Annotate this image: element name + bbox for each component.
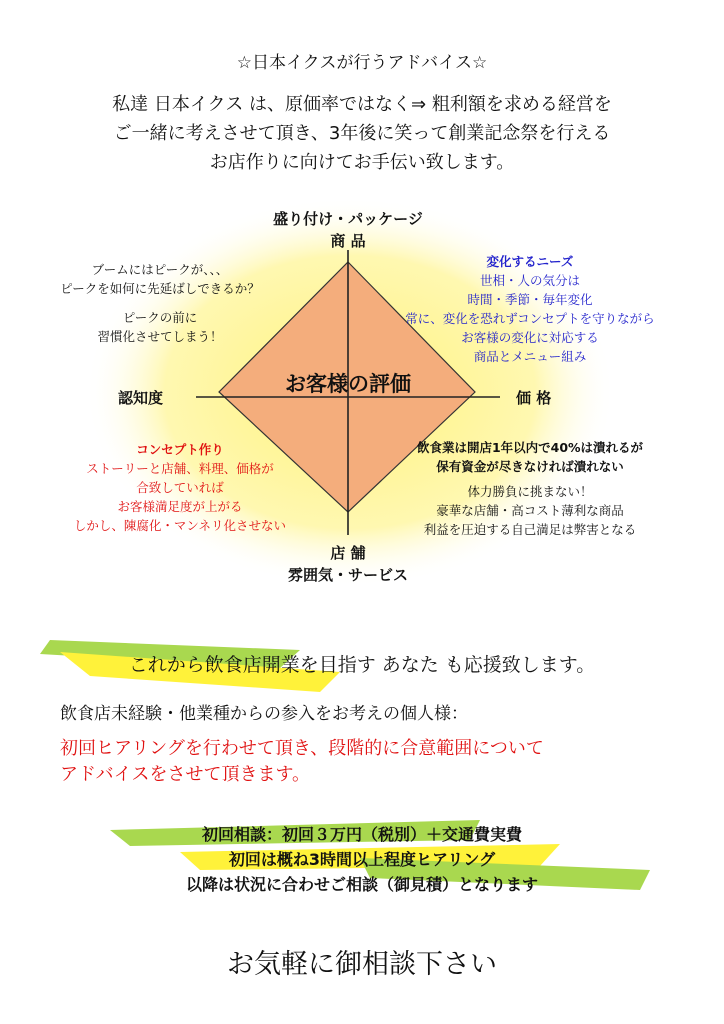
bottom-right-line-5: 利益を圧迫する自己満足は弊害となる xyxy=(423,522,637,537)
axis-bottom-label xyxy=(248,542,448,586)
axis-top-line-1: 盛り付け・パッケージ xyxy=(273,210,423,228)
page-title: ☆日本イクスが行うアドバイス☆ xyxy=(236,53,488,73)
top-right-line-3: 常に、変化を恐れずコンセプトを守りながら xyxy=(405,311,655,326)
fee-line-3: 以降は状況に合わせご相談（御見積）となります xyxy=(185,875,538,894)
center-label: お客様の評価 xyxy=(285,372,411,396)
bottom-right-line-2: 保有資金が尽きなければ潰れない xyxy=(436,459,624,474)
intro-line-1: 私達 日本イクス は、原価率ではなく⇒ 粗利額を求める経営を xyxy=(112,94,612,115)
axis-bottom-line-2: 雰囲気・サービス xyxy=(287,566,408,584)
intro-line-3: お店作りに向けてお手伝い致します。 xyxy=(209,152,515,173)
axis-right-label: 価 格 xyxy=(516,389,552,407)
bottom-left-line-4: しかし、陳腐化・マンネリ化させない xyxy=(73,518,287,533)
bottom-right-note xyxy=(380,438,680,539)
bottom-left-heading: コンセプト作り xyxy=(136,442,224,457)
intro-line-2: ご一緒に考えさせて頂き、3年後に笑って創業記念祭を行える xyxy=(113,123,611,144)
top-left-line-1: ブームにはピークが、、、 xyxy=(91,262,229,277)
bottom-left-line-2: 合致していれば xyxy=(136,480,224,495)
top-right-line-1: 世相・人の気分は xyxy=(479,273,580,288)
axis-top-line-2: 商 品 xyxy=(330,232,366,250)
top-right-line-4: お客様の変化に対応する xyxy=(461,330,599,345)
bottom-right-line-3: 体力勝負に挑まない！ xyxy=(467,484,593,499)
closing-text: お気軽に御相談下さい xyxy=(227,949,497,980)
cta-text: これから飲食店開業を目指す あなた も応援致します。 xyxy=(128,654,596,676)
axis-top-label xyxy=(248,208,448,252)
top-left-line-3: ピークの前に xyxy=(122,310,198,325)
target-audience-text: 飲食店未経験・他業種からの参入をお考えの個人様： xyxy=(60,704,468,724)
top-left-line-2: ピークを如何に先延ばしできるか？ xyxy=(60,281,260,296)
axis-left-label: 認知度 xyxy=(118,389,164,407)
axis-bottom-line-1: 店 舗 xyxy=(330,544,366,562)
bottom-right-line-4: 豪華な店舗・高コスト薄利な商品 xyxy=(436,503,624,518)
fee-line-2: 初回は概ね3時間以上程度ヒアリング xyxy=(228,850,496,869)
fee-line-1: 初回相談：初回３万円（税別）＋交通費実費 xyxy=(201,825,522,844)
top-left-note xyxy=(40,260,280,346)
top-right-line-5: 商品とメニュー組み xyxy=(473,349,587,364)
bottom-left-line-3: お客様満足度が上がる xyxy=(117,499,243,514)
bottom-left-line-1: ストーリーと店舗、料理、価格が xyxy=(86,461,274,476)
bottom-right-line-1: 飲食業は開店1年以内で40%は潰れるが xyxy=(416,440,644,455)
hearing-note xyxy=(60,736,544,788)
evaluation-diagram xyxy=(0,190,724,600)
fee-info xyxy=(0,822,724,897)
top-left-line-4: 習慣化させてしまう！ xyxy=(97,329,223,344)
top-right-heading: 変化するニーズ xyxy=(486,254,574,269)
top-right-line-2: 時間・季節・毎年変化 xyxy=(467,292,593,307)
hearing-line-1: 初回ヒアリングを行わせて頂き、段階的に合意範囲について xyxy=(60,738,544,759)
intro-text xyxy=(0,90,724,177)
hearing-line-2: アドバイスをさせて頂きます。 xyxy=(60,764,311,785)
top-right-note xyxy=(380,252,680,366)
bottom-left-note xyxy=(50,440,310,535)
